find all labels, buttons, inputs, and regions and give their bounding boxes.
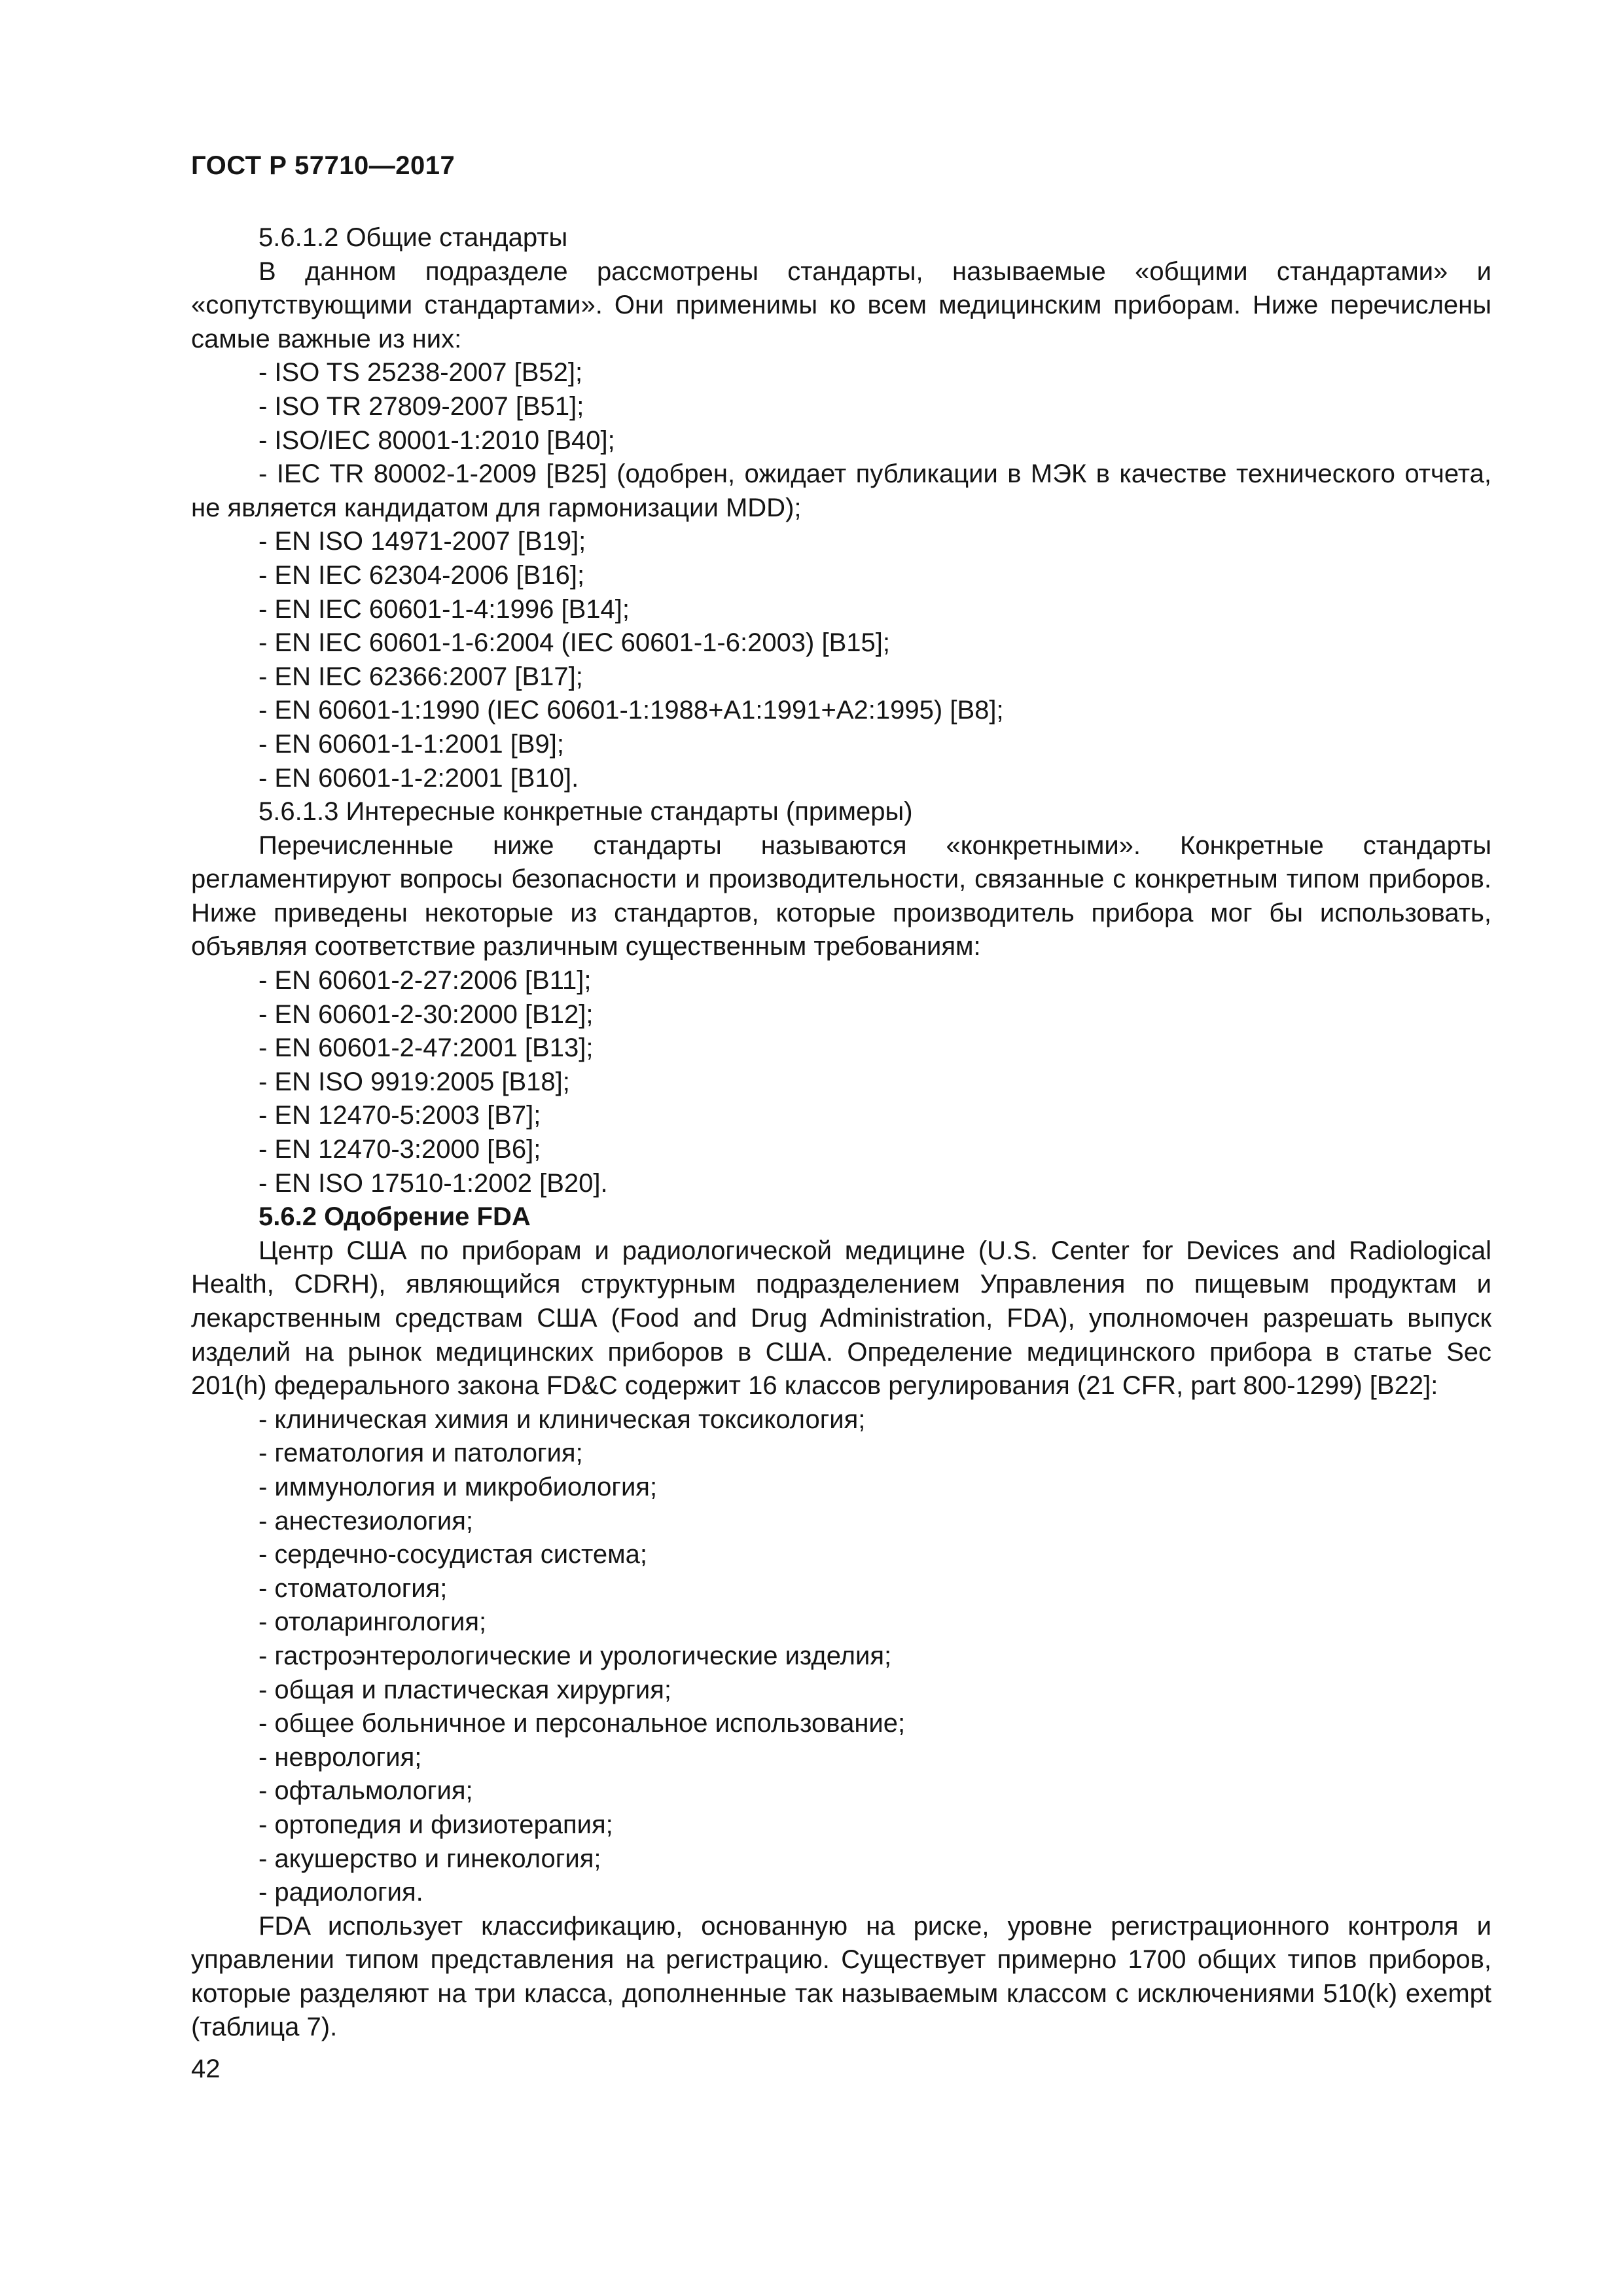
list-item: - IEC TR 80002-1-2009 [B25] (одобрен, ожидает публикации в МЭК в качестве технического отчета, не является кандидатом для гармонизации MDD); bbox=[191, 459, 1491, 522]
body-text bbox=[191, 221, 1491, 2045]
list-item: - EN IEC 62304-2006 [B16]; bbox=[259, 560, 585, 590]
paragraph-general-standards: В данном подразделе рассмотрены стандарты, называемые «общими стандартами» и «сопутствующими стандартами». Они применимы ко всем медицинским приборам. Ниже перечислены самые важные из них: bbox=[191, 257, 1491, 353]
list-item: - EN IEC 60601-1-4:1996 [B14]; bbox=[259, 594, 630, 624]
list-item: - анестезиология; bbox=[259, 1506, 474, 1535]
list-item: - EN ISO 17510-1:2002 [B20]. bbox=[259, 1168, 608, 1198]
paragraph-fda-classification: FDA использует классификацию, основанную на риске, уровне регистрационного контроля и управлении типом представления на регистрацию. Существует примерно 1700 общих типов приборов, которые разделяют на три класса, дополненные так называемым классом с исключениями 510(k) exempt (таблица 7). bbox=[191, 1911, 1491, 2042]
section-heading-5-6-2: 5.6.2 Одобрение FDA bbox=[259, 1202, 531, 1232]
list-item: - акушерство и гинекология; bbox=[259, 1844, 601, 1873]
paragraph-specific-standards: Перечисленные ниже стандарты называются «конкретными». Конкретные стандарты регламентируют вопросы безопасности и производительности, связанные с конкретным типом приборов. Ниже приведены некоторые из стандартов, которые производитель прибора мог бы использовать, объявляя соответствие различным существенным требованиям: bbox=[191, 831, 1491, 961]
page-number: 42 bbox=[191, 2054, 221, 2083]
list-item: - ISO/IEC 80001-1:2010 [B40]; bbox=[259, 425, 615, 455]
list-item: - EN IEC 62366:2007 [B17]; bbox=[259, 662, 583, 691]
paragraph-fda-approval: Центр США по приборам и радиологической медицине (U.S. Center for Devices and Radiological Health, CDRH), являющийся структурным подразделением Управления по пищевым продуктам и лекарственным средствам США (Food and Drug Administration, FDA), уполномочен разрешать выпуск изделий на рынок медицинских приборов в США. Определение медицинского прибора в статье Sec 201(h) федерального закона FD&C содержит 16 классов регулирования (21 CFR, part 800-1299) [B22]: bbox=[191, 1236, 1491, 1401]
list-regulation-classes bbox=[191, 1403, 1491, 1910]
list-item: - EN 12470-5:2003 [B7]; bbox=[259, 1101, 541, 1130]
list-item: - EN IEC 60601-1-6:2004 (IEC 60601-1-6:2003) [B15]; bbox=[259, 628, 890, 658]
list-item: - EN 60601-2-47:2001 [B13]; bbox=[259, 1033, 594, 1063]
list-item: - отоларингология; bbox=[259, 1607, 487, 1637]
list-item: - стоматология; bbox=[259, 1573, 448, 1603]
list-item: - EN 60601-2-30:2000 [B12]; bbox=[259, 999, 594, 1029]
list-item: - ISO TS 25238-2007 [B52]; bbox=[259, 358, 583, 387]
list-item: - гематология и патология; bbox=[259, 1439, 583, 1468]
list-item: - EN 60601-1-1:2001 [B9]; bbox=[259, 729, 564, 759]
section-heading-5-6-1-2: 5.6.1.2 Общие стандарты bbox=[259, 223, 568, 252]
list-item: - гастроэнтерологические и урологические изделия; bbox=[259, 1641, 892, 1670]
list-item: - EN ISO 14971-2007 [B19]; bbox=[259, 527, 586, 556]
list-item: - неврология; bbox=[259, 1742, 422, 1772]
list-specific-standards bbox=[191, 964, 1491, 1200]
list-item: - общая и пластическая хирургия; bbox=[259, 1675, 672, 1704]
list-item: - иммунология и микробиология; bbox=[259, 1472, 658, 1501]
list-general-standards bbox=[191, 356, 1491, 795]
list-item: - EN 12470-3:2000 [B6]; bbox=[259, 1135, 541, 1164]
list-item: - EN ISO 9919:2005 [B18]; bbox=[259, 1067, 570, 1096]
list-item: - сердечно-сосудистая система; bbox=[259, 1540, 648, 1570]
list-item: - EN 60601-1-2:2001 [B10]. bbox=[259, 763, 579, 793]
section-heading-5-6-1-3: 5.6.1.3 Интересные конкретные стандарты (примеры) bbox=[259, 797, 913, 827]
document-header: ГОСТ Р 57710—2017 bbox=[191, 151, 455, 180]
list-item: - клиническая химия и клиническая токсикология; bbox=[259, 1405, 866, 1434]
list-item: - ISO TR 27809-2007 [B51]; bbox=[259, 391, 584, 421]
list-item: - ортопедия и физиотерапия; bbox=[259, 1810, 613, 1839]
list-item: - радиология. bbox=[259, 1878, 423, 1907]
list-item: - EN 60601-2-27:2006 [B11]; bbox=[259, 966, 592, 996]
list-item: - офтальмология; bbox=[259, 1776, 473, 1806]
list-item: - общее больничное и персональное использование; bbox=[259, 1709, 906, 1738]
list-item: - EN 60601-1:1990 (IEC 60601-1:1988+A1:1991+A2:1995) [B8]; bbox=[259, 696, 1004, 725]
